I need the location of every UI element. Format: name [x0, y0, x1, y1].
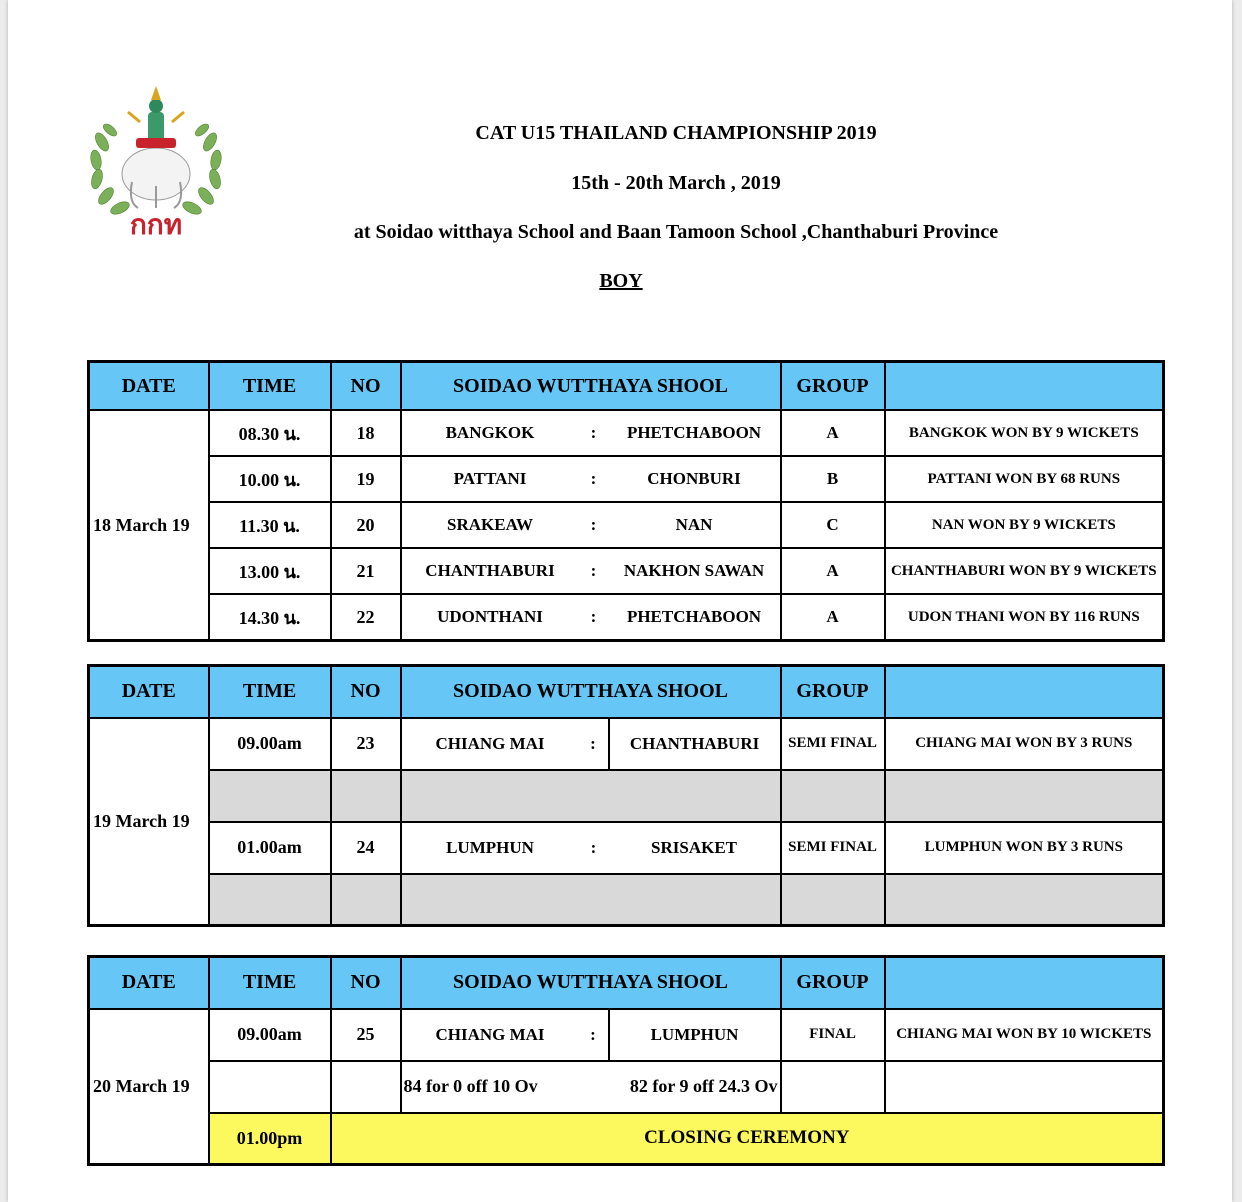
empty-cell — [331, 1061, 401, 1113]
team1-cell: BANGKOK — [401, 410, 579, 456]
col-result — [885, 957, 1164, 1009]
col-time: TIME — [209, 666, 331, 718]
empty-cell — [781, 1061, 885, 1113]
table-row — [89, 822, 1164, 874]
result-cell: CHIANG MAI WON BY 10 WICKETS — [885, 1009, 1164, 1061]
vs-separator: : — [579, 822, 609, 874]
table-row — [89, 1009, 1164, 1061]
result-cell: UDON THANI WON BY 116 RUNS — [885, 594, 1164, 641]
vs-separator: : — [579, 594, 609, 641]
table-row — [89, 502, 1164, 548]
team1-cell: PATTANI — [401, 456, 579, 502]
group-cell: C — [781, 502, 885, 548]
team2-cell: LUMPHUN — [609, 1009, 781, 1061]
logo-text: กกท — [129, 208, 183, 241]
team2-cell: SRISAKET — [609, 822, 781, 874]
match-no-cell: 25 — [331, 1009, 401, 1061]
team2-cell: NAKHON SAWAN — [609, 548, 781, 594]
col-no: NO — [331, 957, 401, 1009]
result-cell: NAN WON BY 9 WICKETS — [885, 502, 1164, 548]
table-row — [89, 410, 1164, 456]
group-cell: B — [781, 456, 885, 502]
team2-cell: CHONBURI — [609, 456, 781, 502]
time-cell: 09.00am — [209, 718, 331, 770]
event-dates: 15th - 20th March , 2019 — [571, 172, 781, 194]
schedule-table-day2 — [87, 664, 1165, 927]
result-cell: LUMPHUN WON BY 3 RUNS — [885, 822, 1164, 874]
table-header-row — [89, 666, 1164, 718]
table-row — [89, 456, 1164, 502]
team1-cell: LUMPHUN — [401, 822, 579, 874]
vs-separator: : — [579, 456, 609, 502]
result-cell: CHIANG MAI WON BY 3 RUNS — [885, 718, 1164, 770]
table-header-row — [89, 957, 1164, 1009]
empty-cell — [209, 874, 331, 926]
team1-cell: CHANTHABURI — [401, 548, 579, 594]
match-no-cell: 24 — [331, 822, 401, 874]
team1-cell: CHIANG MAI — [401, 1009, 579, 1061]
table-header-row — [89, 362, 1164, 411]
score-team2: 82 for 9 off 24.3 Ov — [609, 1061, 781, 1113]
team1-cell: UDONTHANI — [401, 594, 579, 641]
empty-cell — [331, 874, 401, 926]
empty-cell — [401, 874, 781, 926]
team1-cell: SRAKEAW — [401, 502, 579, 548]
col-venue: SOIDAO WUTTHAYA SHOOL — [401, 666, 781, 718]
time-cell: 13.00 น. — [209, 548, 331, 594]
team1-cell: CHIANG MAI — [401, 718, 579, 770]
table-row-empty — [89, 770, 1164, 822]
document-title: CAT U15 THAILAND CHAMPIONSHIP 2019 — [475, 122, 877, 144]
group-cell: SEMI FINAL — [781, 822, 885, 874]
vs-separator: : — [579, 718, 609, 770]
group-cell: A — [781, 548, 885, 594]
col-result — [885, 666, 1164, 718]
table-row-empty — [89, 874, 1164, 926]
time-cell: 11.30 น. — [209, 502, 331, 548]
date-cell: 20 March 19 — [89, 1009, 209, 1165]
table-row-ceremony — [89, 1113, 1164, 1165]
vs-separator: : — [579, 548, 609, 594]
col-venue: SOIDAO WUTTHAYA SHOOL — [401, 362, 781, 411]
vs-separator: : — [579, 410, 609, 456]
time-cell: 10.00 น. — [209, 456, 331, 502]
vs-separator: : — [579, 502, 609, 548]
group-cell: FINAL — [781, 1009, 885, 1061]
empty-cell — [781, 770, 885, 822]
team2-cell: PHETCHABOON — [609, 410, 781, 456]
empty-cell — [781, 874, 885, 926]
schedule-table-day3 — [87, 955, 1165, 1166]
table-row — [89, 718, 1164, 770]
time-cell: 01.00am — [209, 822, 331, 874]
empty-cell — [401, 770, 781, 822]
vs-separator: : — [579, 1009, 609, 1061]
schedule-table-day1 — [87, 360, 1165, 642]
match-no-cell: 19 — [331, 456, 401, 502]
empty-cell — [209, 1061, 331, 1113]
empty-cell — [885, 1061, 1164, 1113]
match-no-cell: 20 — [331, 502, 401, 548]
event-venue: at Soidao witthaya School and Baan Tamoon School ,Chanthaburi Province — [353, 221, 999, 243]
col-group: GROUP — [781, 666, 885, 718]
col-group: GROUP — [781, 957, 885, 1009]
team2-cell: NAN — [609, 502, 781, 548]
table-row-scores — [89, 1061, 1164, 1113]
result-cell: PATTANI WON BY 68 RUNS — [885, 456, 1164, 502]
empty-cell — [331, 770, 401, 822]
match-no-cell: 21 — [331, 548, 401, 594]
col-no: NO — [331, 666, 401, 718]
col-date: DATE — [89, 957, 209, 1009]
time-cell: 14.30 น. — [209, 594, 331, 641]
col-date: DATE — [89, 666, 209, 718]
col-result — [885, 362, 1164, 411]
time-cell: 09.00am — [209, 1009, 331, 1061]
date-cell: 19 March 19 — [89, 718, 209, 926]
ceremony-time-cell: 01.00pm — [209, 1113, 331, 1165]
col-venue: SOIDAO WUTTHAYA SHOOL — [401, 957, 781, 1009]
group-cell: SEMI FINAL — [781, 718, 885, 770]
result-cell: BANGKOK WON BY 9 WICKETS — [885, 410, 1164, 456]
empty-cell — [209, 770, 331, 822]
col-no: NO — [331, 362, 401, 411]
result-cell: CHANTHABURI WON BY 9 WICKETS — [885, 548, 1164, 594]
erawan-emblem-logo — [88, 82, 224, 242]
col-time: TIME — [209, 957, 331, 1009]
empty-cell — [885, 770, 1164, 822]
match-no-cell: 22 — [331, 594, 401, 641]
col-date: DATE — [89, 362, 209, 411]
col-group: GROUP — [781, 362, 885, 411]
match-no-cell: 23 — [331, 718, 401, 770]
team2-cell: PHETCHABOON — [609, 594, 781, 641]
team2-cell: CHANTHABURI — [609, 718, 781, 770]
group-cell: A — [781, 594, 885, 641]
group-cell: A — [781, 410, 885, 456]
score-team1: 84 for 0 off 10 Ov — [401, 1061, 609, 1113]
match-no-cell: 18 — [331, 410, 401, 456]
ceremony-cell: CLOSING CEREMONY — [331, 1113, 1164, 1165]
empty-cell — [885, 874, 1164, 926]
table-row — [89, 548, 1164, 594]
time-cell: 08.30 น. — [209, 410, 331, 456]
col-time: TIME — [209, 362, 331, 411]
category-label: BOY — [599, 270, 643, 292]
table-row — [89, 594, 1164, 641]
date-cell: 18 March 19 — [89, 410, 209, 641]
